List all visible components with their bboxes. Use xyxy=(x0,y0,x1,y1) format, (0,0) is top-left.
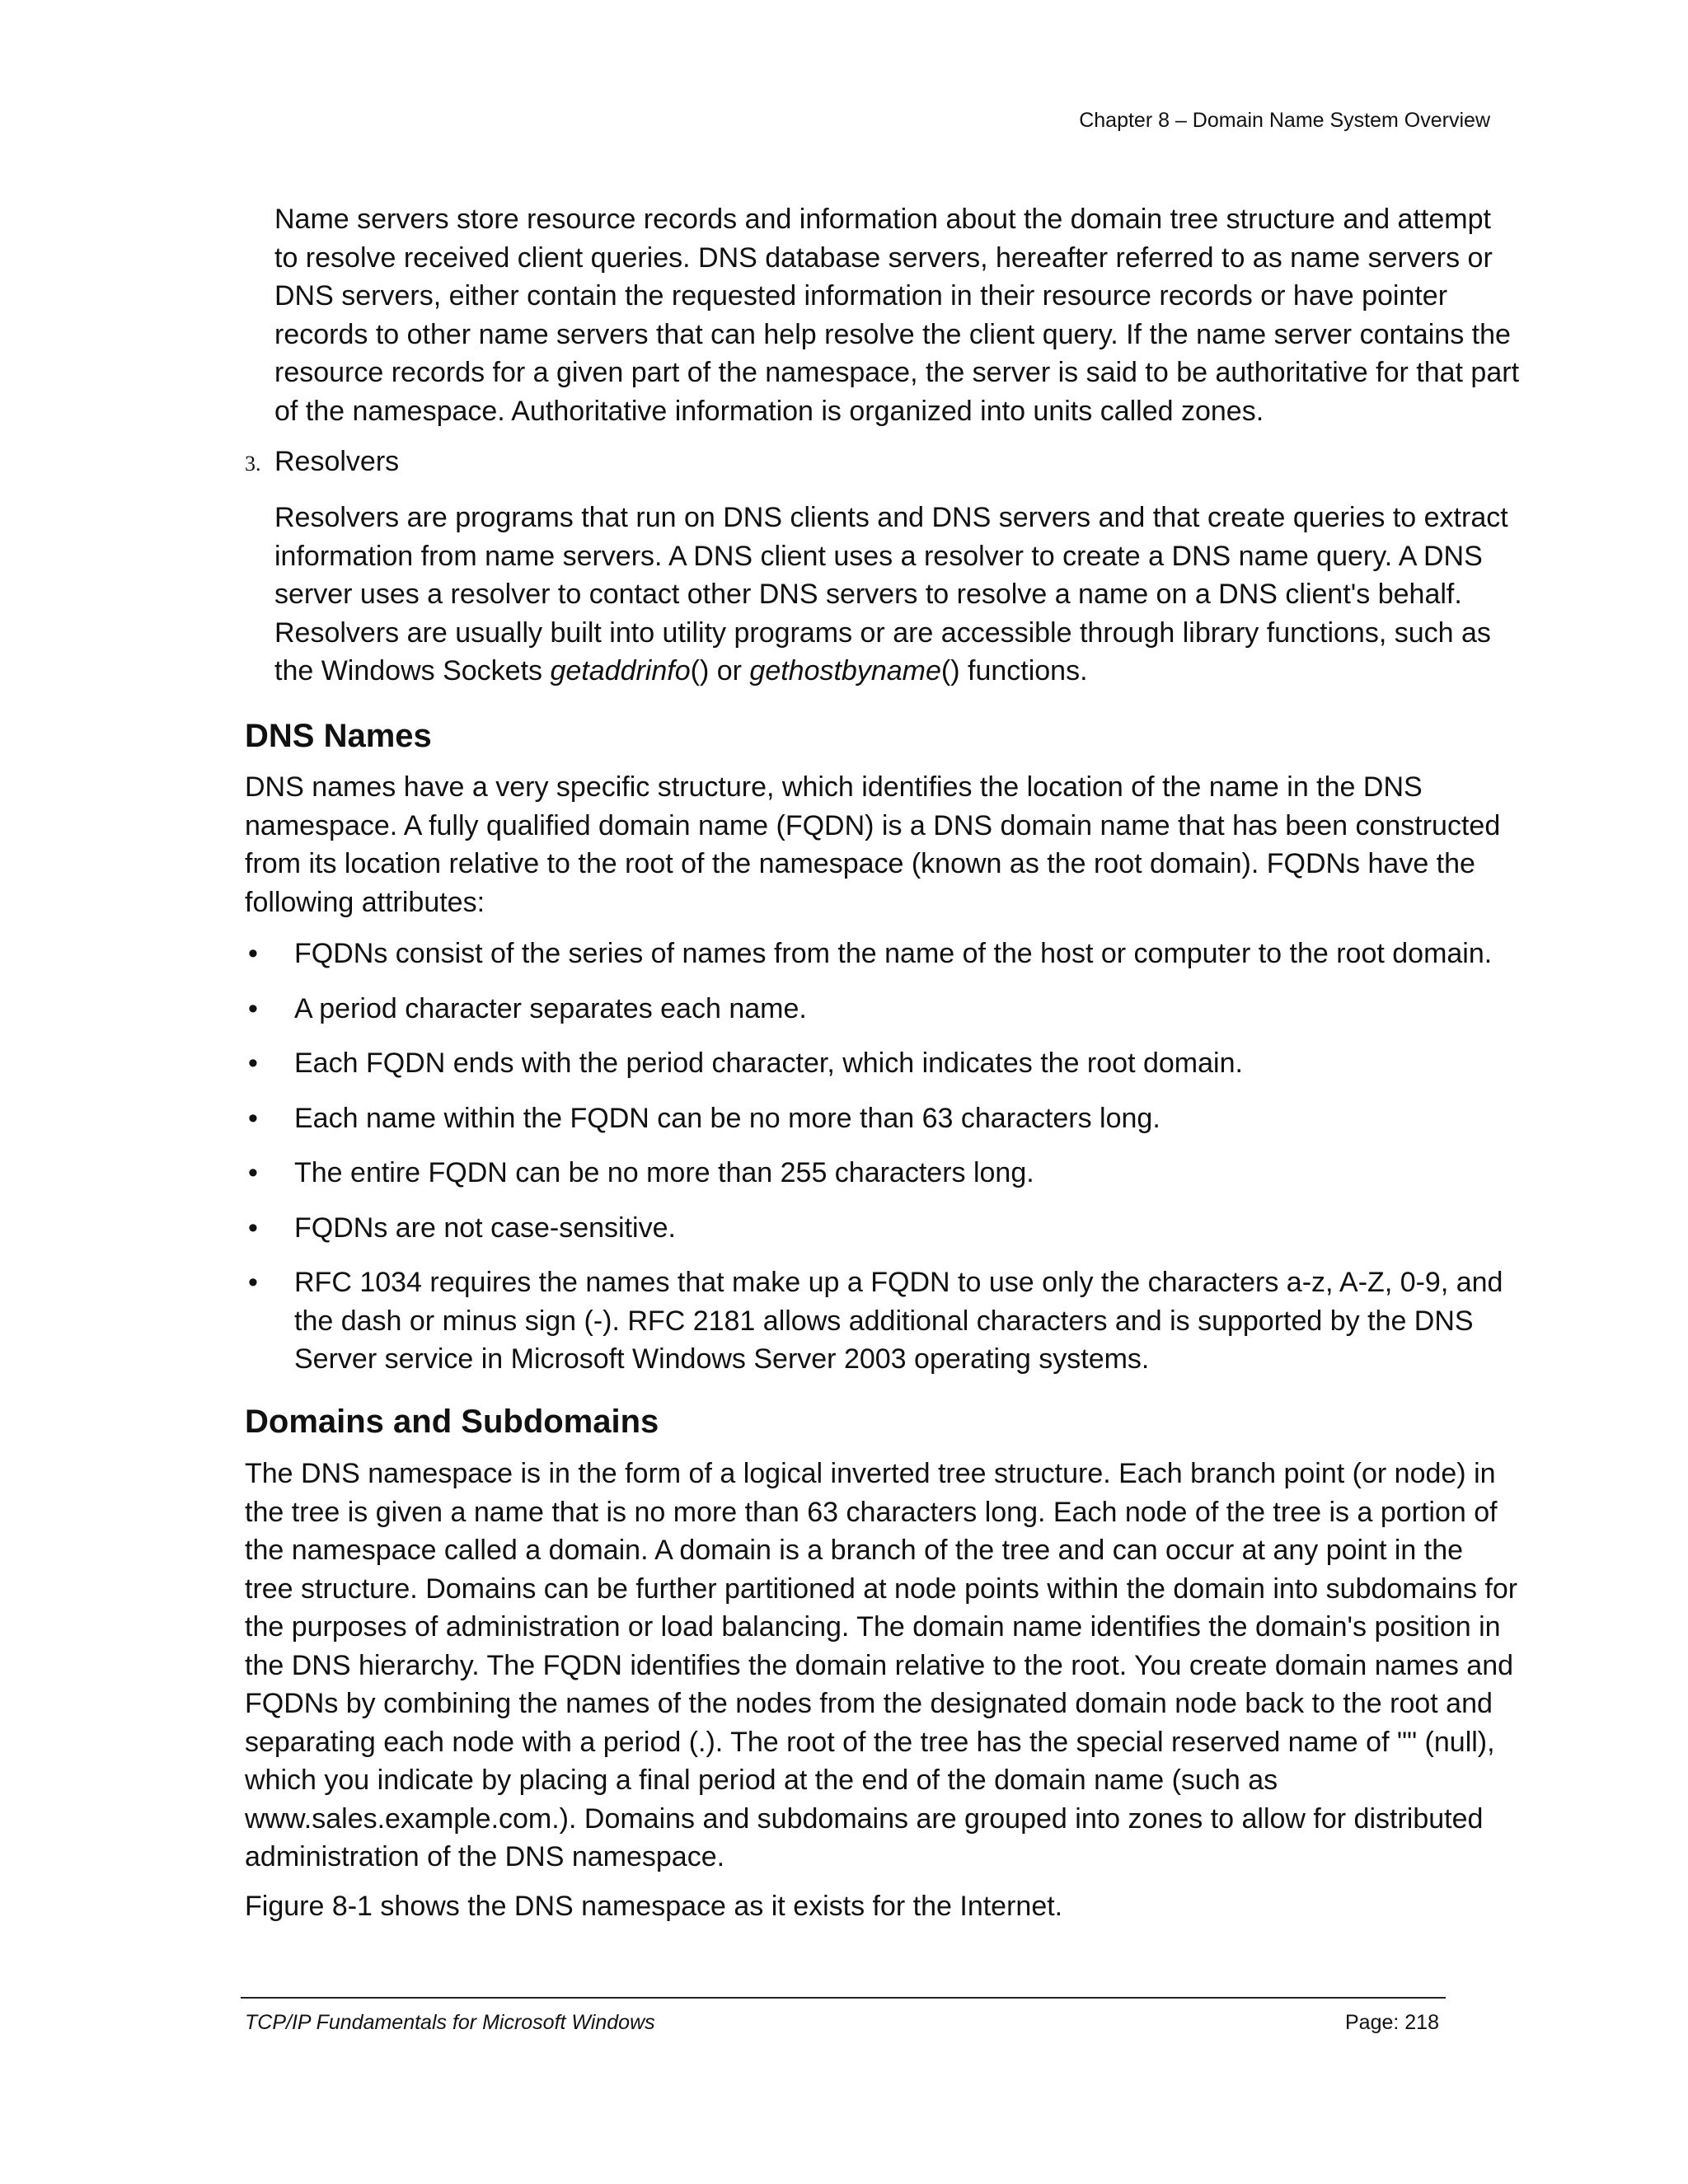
bullet-icon: • xyxy=(248,992,258,1024)
domains-paragraph: The DNS namespace is in the form of a logical inverted tree structure. Each branch point (or node) in the tree is given a name that is no more than 63 characters long. Each node of the tree is a portion of the namespace called a domain. A domain is a branch of the tree and can occur at any point in the tree structure. Domains can be further partitioned at node points within the domain into subdomains for the purposes of administration or load balancing. The domain name identifies the domain's position in the DNS hierarchy. The FQDN identifies the domain relative to the root. You create domain names and FQDNs by combining the names of the nodes from the designated domain node back to the root and separating each node with a period (.). The root of the tree has the special reserved name of "" (null), which you indicate by placing a final period at the end of the domain name (such as www.sales.example.com.). Domains and subdomains are grouped into zones to allow for distributed administration of the DNS namespace. xyxy=(245,1458,1518,1872)
footer-page-number: Page: 218 xyxy=(1345,2011,1439,2034)
resolvers-paragraph xyxy=(274,499,1519,691)
bullet-text: FQDNs are not case-sensitive. xyxy=(294,1212,676,1244)
bullet-text: A period character separates each name. xyxy=(294,992,807,1024)
bullet-icon: • xyxy=(248,938,258,969)
heading-domains-and-subdomains: Domains and Subdomains xyxy=(245,1404,659,1440)
func-gethostbyname: gethostbyname xyxy=(749,655,941,687)
resolvers-text: Resolvers are programs that run on DNS clients and DNS servers and that create queries to extract information from name servers. A DNS client uses a resolver to create a DNS name query. A DNS server uses a resolver to contact other DNS servers to resolve a name on a DNS client's behalf. Resolvers are usually built into utility programs or are accessible through library functions, such as the Windows Sockets xyxy=(274,502,1508,687)
list-item-resolvers xyxy=(245,443,399,483)
bullet-text: FQDNs consist of the series of names from the name of the host or computer to the root domain. xyxy=(294,938,1493,969)
bullet-text: The entire FQDN can be no more than 255 characters long. xyxy=(294,1157,1034,1188)
list-item xyxy=(245,1099,1531,1138)
resolvers-text-end: () functions. xyxy=(940,655,1088,687)
list-item xyxy=(245,1209,1531,1248)
list-item xyxy=(245,1154,1531,1193)
figure-reference: Figure 8-1 shows the DNS namespace as it exists for the Internet. xyxy=(245,1891,1063,1922)
bullet-icon: • xyxy=(248,1212,258,1244)
heading-dns-names: DNS Names xyxy=(245,718,432,754)
list-number: 3. xyxy=(245,452,261,476)
bullet-icon: • xyxy=(248,1267,258,1298)
list-item xyxy=(245,1263,1531,1379)
footer-divider xyxy=(241,1997,1446,1999)
list-item xyxy=(245,990,1531,1029)
footer-book-title: TCP/IP Fundamentals for Microsoft Windows xyxy=(245,2011,655,2034)
bullet-text: Each name within the FQDN can be no more than 63 characters long. xyxy=(294,1102,1160,1134)
bullet-text: Each FQDN ends with the period character, which indicates the root domain. xyxy=(294,1047,1243,1079)
bullet-icon: • xyxy=(248,1047,258,1079)
func-getaddrinfo: getaddrinfo xyxy=(550,655,691,687)
list-item xyxy=(245,1044,1531,1083)
running-head: Chapter 8 – Domain Name System Overview xyxy=(1079,109,1490,132)
list-item-label: Resolvers xyxy=(274,446,400,477)
resolvers-text-between: () or xyxy=(690,655,750,687)
dns-names-paragraph: DNS names have a very specific structure, which identifies the location of the name in the DNS namespace. A fully qualified domain name (FQDN) is a DNS domain name that has been constructed from its location relative to the root of the namespace (known as the root domain). FQDNs have the following attributes: xyxy=(245,771,1501,918)
list-item xyxy=(245,935,1531,973)
fqdn-attributes-list xyxy=(245,935,1531,1379)
intro-paragraph: Name servers store resource records and information about the domain tree structure and attempt to resolve received client queries. DNS database servers, hereafter referred to as name servers or DNS servers, either contain the requested information in their resource records or have pointer records to other name servers that can help resolve the client query. If the name server contains the resource records for a given part of the namespace, the server is said to be authoritative for that part of the namespace. Authoritative information is organized into units called zones. xyxy=(274,204,1520,427)
bullet-icon: • xyxy=(248,1102,258,1134)
bullet-icon: • xyxy=(248,1157,258,1188)
bullet-text: RFC 1034 requires the names that make up a FQDN to use only the characters a-z, A-Z, 0-9, and the dash or minus sign (-). RFC 2181 allows additional characters and is supported by the DNS Server service in Microsoft Windows Server 2003 operating systems. xyxy=(294,1267,1503,1375)
